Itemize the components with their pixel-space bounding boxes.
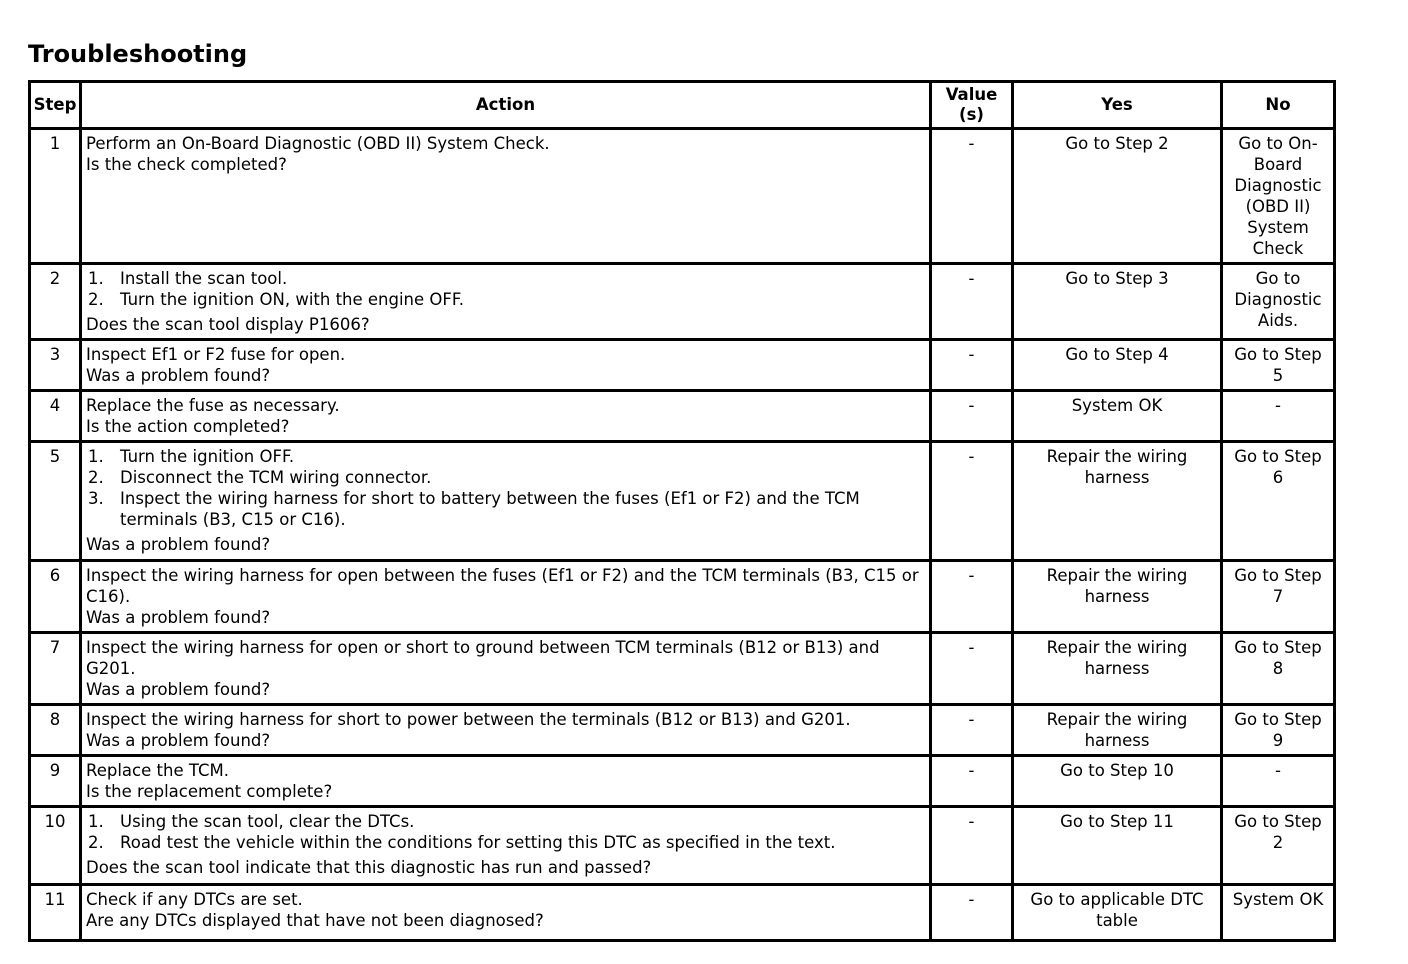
action-question: Does the scan tool indicate that this diagnostic has run and passed? [86,858,652,877]
step-cell: 9 [30,756,81,807]
header-value: Value (s) [931,82,1013,129]
action-cell [81,885,931,941]
action-list-number: 2. [88,290,104,309]
action-cell [81,129,931,264]
action-cell [81,264,931,340]
value-cell: - [931,264,1013,340]
no-cell: Go to On-Board Diagnostic (OBD II) System Check [1222,129,1335,264]
action-text: Perform an On-Board Diagnostic (OBD II) System Check. [86,134,550,153]
no-cell: Go to Diagnostic Aids. [1222,264,1335,340]
step-cell: 8 [30,705,81,756]
troubleshooting-table [28,80,1336,942]
no-cell: - [1222,391,1335,442]
action-cell [81,391,931,442]
yes-cell: Repair the wiring harness [1013,442,1222,561]
action-list-text: Install the scan tool. [120,269,288,288]
action-list-number: 1. [88,812,104,831]
value-cell: - [931,756,1013,807]
no-cell: Go to Step 8 [1222,633,1335,705]
step-cell: 4 [30,391,81,442]
step-cell: 6 [30,561,81,633]
action-list-item [86,289,925,310]
value-cell: - [931,129,1013,264]
step-cell: 11 [30,885,81,941]
step-cell: 7 [30,633,81,705]
action-list-number: 1. [88,447,104,466]
table-row [30,807,1335,885]
step-cell: 5 [30,442,81,561]
yes-cell: Go to applicable DTC table [1013,885,1222,941]
action-question: Is the check completed? [86,155,287,174]
action-cell [81,807,931,885]
value-cell: - [931,705,1013,756]
action-question: Was a problem found? [86,731,271,750]
value-cell: - [931,885,1013,941]
action-text: Inspect the wiring harness for open between the fuses (Ef1 or F2) and the TCM terminals (B3, C15 or C16). [86,566,919,606]
yes-cell: Repair the wiring harness [1013,561,1222,633]
action-question: Was a problem found? [86,366,271,385]
value-cell: - [931,561,1013,633]
table-row [30,129,1335,264]
table-row [30,264,1335,340]
no-cell: Go to Step 2 [1222,807,1335,885]
value-cell: - [931,633,1013,705]
table-row [30,442,1335,561]
action-list-text: Inspect the wiring harness for short to battery between the fuses (Ef1 or F2) and the TCM terminals (B3, C15 or C16). [120,489,860,529]
action-list-item [86,488,925,530]
action-text: Replace the TCM. [86,761,229,780]
action-question: Was a problem found? [86,535,271,554]
value-cell: - [931,807,1013,885]
action-list-text: Disconnect the TCM wiring connector. [120,468,432,487]
table-row [30,391,1335,442]
value-cell: - [931,340,1013,391]
table-row [30,340,1335,391]
value-cell: - [931,391,1013,442]
no-cell: Go to Step 6 [1222,442,1335,561]
action-text: Inspect the wiring harness for short to power between the terminals (B12 or B13) and G201. [86,710,851,729]
table-row [30,705,1335,756]
action-list-text: Using the scan tool, clear the DTCs. [120,812,415,831]
action-list-text: Turn the ignition ON, with the engine OFF. [120,290,464,309]
no-cell: Go to Step 9 [1222,705,1335,756]
yes-cell: Go to Step 3 [1013,264,1222,340]
action-question: Are any DTCs displayed that have not been diagnosed? [86,911,544,930]
yes-cell: System OK [1013,391,1222,442]
step-cell: 2 [30,264,81,340]
header-no: No [1222,82,1335,129]
yes-cell: Repair the wiring harness [1013,705,1222,756]
value-cell: - [931,442,1013,561]
action-cell [81,633,931,705]
header-step: Step [30,82,81,129]
step-cell: 10 [30,807,81,885]
page-title: Troubleshooting [28,40,248,68]
step-cell: 1 [30,129,81,264]
action-list-number: 2. [88,833,104,852]
header-action: Action [81,82,931,129]
no-cell: Go to Step 5 [1222,340,1335,391]
yes-cell: Go to Step 10 [1013,756,1222,807]
action-text: Inspect the wiring harness for open or short to ground between TCM terminals (B12 or B13) and G201. [86,638,880,678]
action-question: Was a problem found? [86,608,271,627]
action-text: Replace the fuse as necessary. [86,396,340,415]
action-text: Check if any DTCs are set. [86,890,303,909]
action-list-text: Road test the vehicle within the conditions for setting this DTC as specified in the text. [120,833,836,852]
action-cell [81,442,931,561]
yes-cell: Repair the wiring harness [1013,633,1222,705]
action-cell [81,756,931,807]
yes-cell: Go to Step 4 [1013,340,1222,391]
table-row [30,633,1335,705]
action-list-item [86,446,925,467]
no-cell: System OK [1222,885,1335,941]
action-list-item [86,467,925,488]
no-cell: - [1222,756,1335,807]
step-cell: 3 [30,340,81,391]
no-cell: Go to Step 7 [1222,561,1335,633]
action-text: Inspect Ef1 or F2 fuse for open. [86,345,346,364]
action-question: Was a problem found? [86,680,271,699]
action-list-item [86,832,925,853]
action-cell [81,705,931,756]
action-question: Is the action completed? [86,417,290,436]
action-list-number: 1. [88,269,104,288]
action-list-item [86,811,925,832]
yes-cell: Go to Step 2 [1013,129,1222,264]
yes-cell: Go to Step 11 [1013,807,1222,885]
header-row [30,82,1335,129]
action-question: Does the scan tool display P1606? [86,315,370,334]
header-yes: Yes [1013,82,1222,129]
table-row [30,756,1335,807]
table-row [30,885,1335,941]
action-question: Is the replacement complete? [86,782,333,801]
table-row [30,561,1335,633]
action-cell [81,340,931,391]
action-list-number: 2. [88,468,104,487]
action-list-item [86,268,925,289]
action-cell [81,561,931,633]
table-body [30,129,1335,941]
action-list-number: 3. [88,489,104,508]
action-list-text: Turn the ignition OFF. [120,447,295,466]
